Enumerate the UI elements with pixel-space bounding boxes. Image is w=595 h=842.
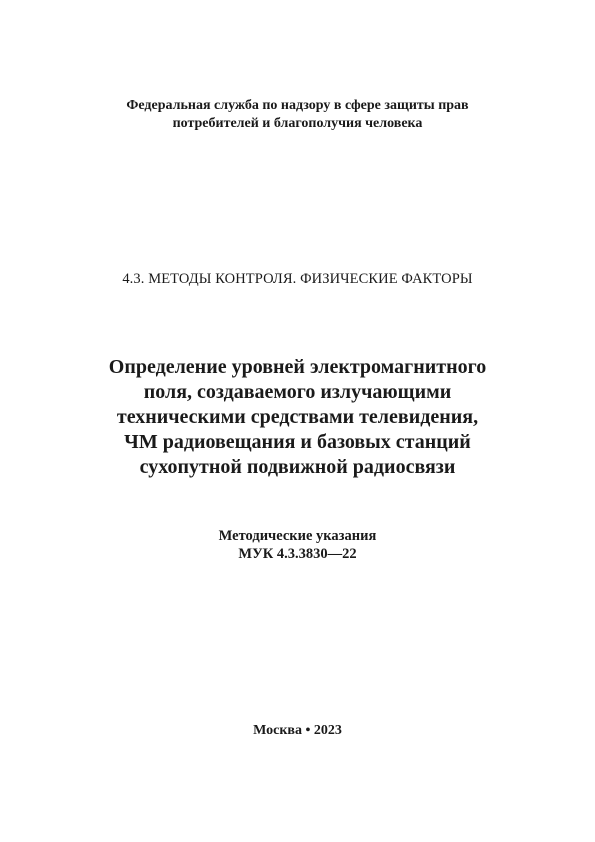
title-line-1: Определение уровней электромагнитного — [108, 356, 487, 378]
title-line-2: поля, создаваемого излучающими — [143, 381, 452, 403]
series-heading — [0, 270, 595, 288]
series-label: 4.3. МЕТОДЫ КОНТРОЛЯ. ФИЗИЧЕСКИЕ ФАКТОРЫ — [122, 271, 473, 287]
title-line-3: техническими средствами телевидения, — [116, 406, 479, 428]
title-line-4: ЧМ радиовещания и базовых станций — [124, 431, 471, 453]
document-type-block — [0, 527, 595, 563]
document-title — [0, 355, 595, 480]
document-code: МУК 4.3.3830—22 — [238, 546, 357, 562]
publication-place-year — [0, 722, 595, 740]
agency-name-line-1: Федеральная служба по надзору в сфере защиты прав — [126, 98, 469, 113]
agency-name — [0, 97, 595, 133]
title-line-5: сухопутной подвижной радиосвязи — [139, 456, 456, 478]
agency-name-line-2: потребителей и благополучия человека — [172, 116, 423, 131]
document-type: Методические указания — [218, 528, 377, 544]
place-year-text: Москва • 2023 — [253, 723, 342, 738]
